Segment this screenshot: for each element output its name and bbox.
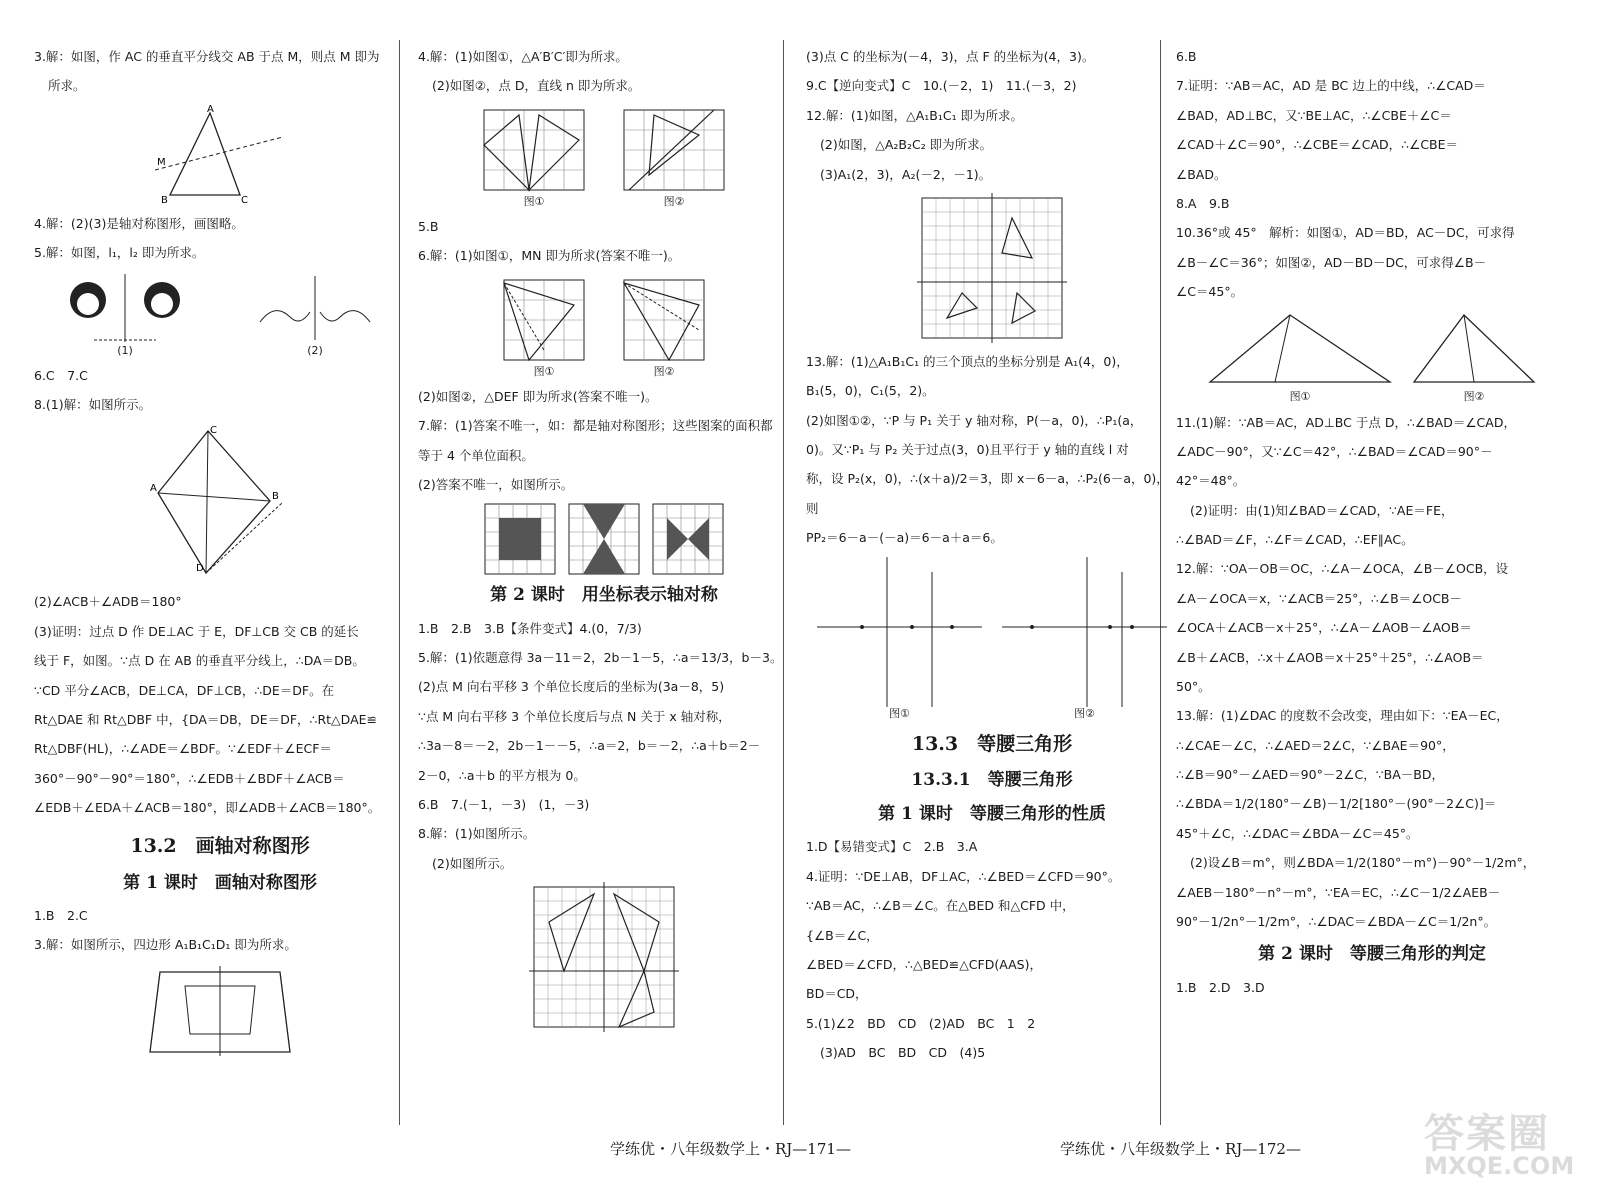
lesson-heading: 第 1 课时 等腰三角形的性质 — [878, 804, 1106, 825]
text-line: 等于 4 个单位面积。 — [418, 447, 534, 463]
figure-caption: 图② — [1463, 390, 1485, 404]
text-line: (2)如图①②，∵P 与 P₁ 关于 y 轴对称，P(－a，0)，∴P₁(a， — [806, 412, 1143, 428]
text-line: {∠B＝∠C， — [806, 927, 879, 943]
text-line: 42°＝48°。 — [1176, 473, 1246, 489]
text-line: PP₂＝6－a－(－a)＝6－a＋a＝6。 — [806, 530, 1003, 546]
svg-text:A: A — [150, 483, 157, 495]
text-line: (2)∠ACB＋∠ADB＝180° — [34, 594, 182, 610]
text-line: 10.36°或 45° 解析：如图①，AD＝BD，AC－DC，可求得 — [1176, 225, 1515, 241]
text-line: BD＝CD， — [806, 986, 868, 1002]
page-footer-right: 学练优・八年级数学上・RJ—172— — [1060, 1140, 1301, 1158]
subsection-heading: 13.3.1 等腰三角形 — [911, 769, 1073, 790]
text-line: (3)A₁(2，3)，A₂(－2，－1)。 — [820, 166, 992, 182]
text-line: (3)点 C 的坐标为(－4，3)，点 F 的坐标为(4，3)。 — [806, 49, 1095, 64]
text-line: 6.C 7.C — [34, 367, 88, 383]
text-line: 5.B — [418, 218, 439, 234]
text-line: 9.C【逆向变式】C 10.(－2，1) 11.(－3，2) — [806, 78, 1077, 94]
text-line: 6.B 7.(－1，－3) (1，－3) — [418, 796, 590, 812]
text-line: 11.(1)解：∵AB＝AC，AD⊥BC 于点 D，∴∠BAD＝∠CAD， — [1176, 414, 1516, 430]
text-line: (2)答案不唯一，如图所示。 — [418, 477, 574, 492]
text-line: (3)证明：过点 D 作 DE⊥AC 于 E，DF⊥CB 交 CB 的延长 — [34, 623, 359, 639]
page-footer-left: 学练优・八年级数学上・RJ—171— — [610, 1140, 851, 1158]
text-line: (2)设∠B＝m°，则∠BDA＝1/2(180°－m°)－90°－1/2m°， — [1190, 855, 1536, 871]
figure-label: (1) — [117, 343, 133, 357]
text-line: 1.B 2.B 3.B【条件变式】4.(0，7/3) — [418, 620, 642, 636]
text-line: 7.证明：∵AB＝AC，AD 是 BC 边上的中线，∴∠CAD＝ — [1176, 78, 1486, 94]
text-line: ∵AB＝AC，∴∠B＝∠C。在△BED 和△CFD 中， — [806, 898, 1075, 914]
text-line: Rt△DAE 和 Rt△DBF 中，{DA＝DB，DE＝DF，∴Rt△DAE≌ — [34, 711, 377, 727]
text-line: 8.解：(1)如图所示。 — [418, 826, 536, 842]
axes-figure-pair — [806, 557, 1178, 720]
text-line: ∴∠BDA＝1/2(180°－∠B)－1/2[180°－(90°－2∠C)]＝ — [1176, 796, 1497, 812]
figure-label: (2) — [307, 343, 323, 357]
text-line: ∠AEB－180°－n°－m°，∵EA＝EC，∴∠C－1/2∠AEB－ — [1176, 884, 1501, 900]
text-line: ∵CD 平分∠ACB，DE⊥CA，DF⊥CB，∴DE＝DF。在 — [34, 682, 335, 698]
text-line: 360°－90°－90°＝180°，∴∠EDB＋∠BDF＋∠ACB＝ — [34, 770, 345, 786]
symmetry-figure — [34, 272, 406, 357]
quadrilateral-figure — [34, 423, 406, 583]
text-line: 4.解：(2)(3)是轴对称图形，画图略。 — [34, 215, 244, 231]
pattern-figures — [418, 503, 790, 575]
svg-text:M: M — [157, 156, 166, 168]
text-line: ∠BED＝∠CFD，∴△BED≌△CFD(AAS)， — [806, 956, 1042, 972]
text-line: 4.证明：∵DE⊥AB，DF⊥AC，∴∠BED＝∠CFD＝90°。 — [806, 868, 1121, 884]
text-line: (2)如图所示。 — [432, 855, 513, 871]
text-line: 1.D【易错变式】C 2.B 3.A — [806, 839, 978, 855]
text-line: (2)如图②，△DEF 即为所求(答案不唯一)。 — [418, 388, 658, 404]
text-line: 8.(1)解：如图所示。 — [34, 397, 152, 413]
text-line: 4.解：(1)如图①，△A′B′C′即为所求。 — [418, 49, 628, 64]
figure-caption: 图② — [653, 364, 675, 378]
svg-text:B: B — [161, 194, 168, 205]
text-line: ∠OCA＋∠ACB－x＋25°，∴∠A－∠AOB－∠AOB＝ — [1176, 620, 1472, 636]
text-line: ∴∠BAD＝∠F，∴∠F＝∠CAD，∴EF∥AC。 — [1176, 532, 1414, 548]
svg-text:C: C — [210, 425, 217, 437]
text-line: 50°。 — [1176, 678, 1211, 694]
trapezoid-figure — [34, 964, 406, 1059]
svg-text:D: D — [196, 563, 204, 575]
watermark-url: MXQE.COM — [1424, 1152, 1575, 1180]
column-4 — [1176, 42, 1568, 1122]
figure-caption: 图② — [1074, 706, 1095, 720]
text-line: 6.解：(1)如图①，MN 即为所求(答案不唯一)。 — [418, 248, 681, 264]
figure-caption: 图① — [1289, 390, 1311, 404]
text-line: 1.B 2.D 3.D — [1176, 979, 1265, 995]
text-line: (2)如图，△A₂B₂C₂ 即为所求。 — [820, 137, 993, 153]
text-line: ∠C＝45°。 — [1176, 284, 1244, 299]
figure-caption: 图② — [663, 194, 685, 208]
text-line: ∴∠B＝90°－∠AED＝90°－2∠C，∵BA－BD， — [1176, 767, 1444, 783]
section-heading: 13.2 画轴对称图形 — [130, 835, 310, 858]
lesson-heading: 第 2 课时 用坐标表示轴对称 — [490, 585, 718, 606]
text-line: 13.解：(1)∠DAC 的度数不会改变，理由如下：∵EA－EC， — [1176, 708, 1509, 724]
text-line: ∠BAD。 — [1176, 166, 1227, 182]
lesson-heading: 第 2 课时 等腰三角形的判定 — [1258, 944, 1486, 965]
coordinate-grid-figure — [806, 193, 1178, 343]
text-line: 所求。 — [48, 78, 86, 94]
text-line: ∠B－∠C＝36°；如图②，AD－BD－DC，可求得∠B－ — [1176, 254, 1487, 270]
text-line: 13.解：(1)△A₁B₁C₁ 的三个顶点的坐标分别是 A₁(4，0)， — [806, 353, 1129, 369]
text-line: ∠A－∠OCA＝x，∵∠ACB＝25°，∴∠B＝∠OCB－ — [1176, 590, 1463, 606]
text-line: (3)AD BC BD CD (4)5 — [820, 1045, 986, 1060]
grid-figure-pair — [418, 275, 790, 378]
text-line: ∠EDB＋∠EDA＋∠ACB＝180°，即∠ADB＋∠ACB＝180°。 — [34, 800, 381, 816]
text-line: 7.解：(1)答案不唯一，如：都是轴对称图形；这些图案的面积都 — [418, 418, 773, 434]
text-line: 0)。又∵P₁ 与 P₂ 关于过点(3，0)且平行于 y 轴的直线 l 对 — [806, 442, 1129, 457]
text-line: ∠B＋∠ACB，∴x＋∠AOB＝x＋25°＋25°，∴∠AOB＝ — [1176, 649, 1484, 665]
text-line: 45°＋∠C，∴∠DAC＝∠BDA－∠C＝45°。 — [1176, 825, 1419, 841]
coordinate-grid-figure — [418, 882, 790, 1032]
column-3 — [806, 42, 1178, 1122]
svg-text:C: C — [241, 194, 248, 205]
text-line: 12.解：∵OA－OB＝OC，∴∠A－∠OCA，∠B－∠OCB，设 — [1176, 561, 1509, 577]
isosceles-triangles-figure — [1176, 310, 1568, 403]
text-line: Rt△DBF(HL)，∴∠ADE＝∠BDF。∵∠EDF＋∠ECF＝ — [34, 741, 332, 757]
text-line: (2)点 M 向右平移 3 个单位长度后的坐标为(3a－8，5) — [418, 679, 725, 695]
text-line: ∠BAD，AD⊥BC，又∵BE⊥AC，∴∠CBE＋∠C＝ — [1176, 107, 1452, 123]
watermark — [1424, 1111, 1575, 1184]
text-line: ∠CAD＋∠C＝90°，∴∠CBE＝∠CAD，∴∠CBE＝ — [1176, 137, 1459, 153]
svg-text:A: A — [207, 104, 214, 115]
lesson-heading: 第 1 课时 画轴对称图形 — [123, 872, 317, 893]
text-line: 8.A 9.B — [1176, 195, 1230, 211]
text-line: 1.B 2.C — [34, 907, 88, 923]
text-line: 5.(1)∠2 BD CD (2)AD BC 1 2 — [806, 1015, 1036, 1031]
figure-caption: 图① — [889, 706, 910, 720]
text-line: 3.解：如图，作 AC 的垂直平分线交 AB 于点 M，则点 M 即为 — [34, 49, 380, 64]
text-line: 称，设 P₂(x，0)，∴(x＋a)/2＝3，即 x－6－a，∴P₂(6－a，0)，则 — [806, 471, 1169, 516]
figure-caption: 图① — [523, 194, 545, 208]
svg-text:B: B — [272, 491, 279, 503]
text-line: ∴∠CAE－∠C，∴∠AED＝2∠C，∵∠BAE＝90°， — [1176, 737, 1455, 753]
text-line: 12.解：(1)如图，△A₁B₁C₁ 即为所求。 — [806, 107, 1024, 123]
text-line: (2)如图②，点 D，直线 n 即为所求。 — [432, 78, 641, 94]
text-line: ∵点 M 向右平移 3 个单位长度后与点 N 关于 x 轴对称， — [418, 708, 731, 724]
text-line: ∠ADC－90°，又∵∠C＝42°，∴∠BAD＝∠CAD＝90°－ — [1176, 443, 1493, 459]
text-line: 6.B — [1176, 49, 1197, 64]
watermark-text: 答案圈 — [1424, 1111, 1550, 1157]
column-1 — [34, 42, 406, 1122]
text-line: ∴3a－8＝－2，2b－1－－5，∴a＝2，b＝－2，∴a＋b＝2－ — [418, 738, 761, 754]
text-line: 3.解：如图所示，四边形 A₁B₁C₁D₁ 即为所求。 — [34, 937, 297, 953]
text-line: 5.解：如图，l₁，l₂ 即为所求。 — [34, 245, 205, 261]
column-2 — [418, 42, 790, 1122]
text-line: 90°－1/2n°－1/2m°，∴∠DAC＝∠BDA－∠C＝1/2n°。 — [1176, 913, 1497, 929]
text-line: 5.解：(1)依题意得 3a－11＝2，2b－1－5，∴a＝13/3，b－3。 — [418, 650, 783, 666]
section-heading: 13.3 等腰三角形 — [911, 732, 1073, 755]
text-line: B₁(5，0)，C₁(5，2)。 — [806, 383, 935, 399]
grid-figure-pair — [418, 105, 790, 208]
text-line: (2)证明：由(1)知∠BAD＝∠CAD，∵AE＝FE， — [1190, 502, 1454, 518]
figure-caption: 图① — [533, 364, 555, 378]
text-line: 线于 F，如图。∵点 D 在 AB 的垂直平分线上，∴DA＝DB。 — [34, 653, 365, 669]
text-line: 2－0，∴a＋b 的平方根为 0。 — [418, 767, 586, 783]
triangle-figure — [34, 105, 406, 205]
